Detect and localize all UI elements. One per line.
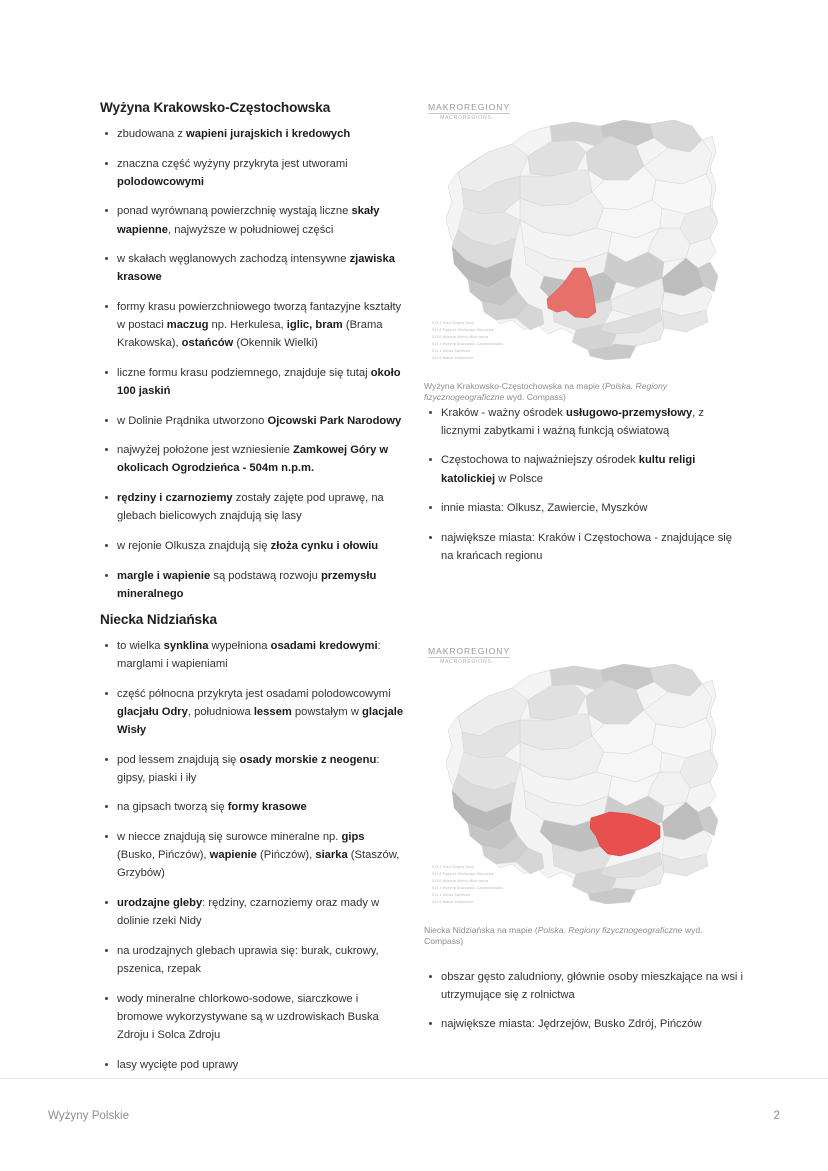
list-item: w rejonie Olkusza znajdują się złoża cynku i ołowiu [100, 537, 405, 555]
section-2-figure-caption [424, 925, 729, 948]
section-1-title: Wyżyna Krakowsko-Częstochowska [100, 100, 331, 115]
legend-item: 513.6 Wyżyna Wieluń-Wieruszów [432, 879, 489, 884]
legend-item: 513.6 Pogórze Wieluńsko-Woźnickie [432, 872, 494, 877]
section-2-title: Niecka Nidziańska [100, 612, 217, 627]
caption-suffix: wyd. Compass) [424, 925, 703, 947]
poland-macroregions-map-1 [424, 96, 746, 378]
list-item: w Dolinie Prądnika utworzono Ojcowski Park Narodowy [100, 412, 405, 430]
map-subtitle: MACROREGIONS [440, 659, 492, 665]
map-title: MAKROREGIONY [428, 646, 510, 656]
legend-item: 513.1 Dolina Sąsiecka [432, 349, 470, 354]
list-item: urodzajne gleby: rędziny, czarnoziemy oraz mady w dolinie rzeki Nidy [100, 894, 405, 930]
legend-item: 513.7 Wyżyna Krakowsko-Częstochowska [432, 886, 504, 891]
legend-item: 513.3 Góra Świętej Anny [432, 321, 474, 326]
map-subtitle: MACROREGIONS [440, 115, 492, 121]
legend-item: 513.5 Brama Krakowska [432, 356, 474, 361]
map-legend [432, 864, 503, 906]
section-1-left-column [100, 100, 405, 614]
section-2-right-column [424, 640, 746, 1045]
list-item: obszar gęsto zaludniony, głównie osoby mieszkające na wsi i utrzymujące się z rolnictwa [424, 968, 746, 1004]
section-2-figure [424, 640, 746, 948]
list-item: pod lessem znajdują się osady morskie z neogenu: gipsy, piaski i iły [100, 751, 405, 787]
caption-suffix: wyd. Compass) [504, 392, 566, 403]
list-item: wody mineralne chlorkowo-sodowe, siarczkowe i bromowe wykorzystywane są w uzdrowiskach Buska Zdroju i Solca Zdroju [100, 990, 405, 1044]
section-1-figure [424, 96, 746, 404]
map-legend [432, 320, 503, 362]
section-2-left-column [100, 612, 405, 1085]
list-item: Częstochowa to najważniejszy ośrodek kultu religi katolickiej w Polsce [424, 451, 746, 487]
legend-item: 513.1 Dolina Sąsiecka [432, 893, 470, 898]
list-item: formy krasu powierzchniowego tworzą fantazyjne kształty w postaci maczug np. Herkulesa, iglic, bram (Brama Krakowska), ostańców (Okennik Wielki) [100, 298, 405, 352]
list-item: liczne formu krasu podziemnego, znajduje się tutaj około 100 jaskiń [100, 364, 405, 400]
caption-source-title: Polska. Regiony fizycznogeograficzne [537, 925, 683, 935]
legend-item: 513.6 Pogórze Wieluńsko-Woźnickie [432, 328, 494, 333]
caption-source-title: Polska. Regiony fizycznogeograficzne [424, 381, 668, 403]
list-item: znaczna część wyżyny przykryta jest utworami polodowcowymi [100, 155, 405, 191]
legend-item: 513.3 Góra Świętej Anny [432, 865, 474, 870]
legend-item: 513.6 Wyżyna Wieluń-Wieruszów [432, 335, 489, 340]
footer-divider [0, 1078, 828, 1079]
list-item: ponad wyrównaną powierzchnię wystają liczne skały wapienne, najwyższe w południowej części [100, 202, 405, 238]
section-1-bullet-list [100, 125, 405, 603]
list-item: margle i wapienie są podstawą rozwoju przemysłu mineralnego [100, 567, 405, 603]
poland-macroregions-map-2 [424, 640, 746, 922]
section-1-right-column [424, 96, 746, 577]
list-item: zbudowana z wapieni jurajskich i kredowych [100, 125, 405, 143]
list-item: na gipsach tworzą się formy krasowe [100, 798, 405, 816]
section-1-figure-caption [424, 381, 729, 404]
list-item: najwyżej położone jest wzniesienie Zamkowej Góry w okolicach Ogrodzieńca - 504m n.p.m. [100, 441, 405, 477]
legend-item: 513.7 Wyżyna Krakowsko-Częstochowska [432, 342, 504, 347]
caption-prefix: Wyżyna Krakowsko-Częstochowska na mapie ( [424, 381, 605, 391]
list-item: część północna przykryta jest osadami polodowcowymi glacjału Odry, południowa lessem powstałym w glacjale Wisły [100, 685, 405, 739]
list-item: lasy wycięte pod uprawy [100, 1056, 405, 1074]
list-item: w skałach węglanowych zachodzą intensywne zjawiska krasowe [100, 250, 405, 286]
legend-item: 513.5 Brama Krakowska [432, 900, 474, 905]
page-number: 2 [773, 1109, 780, 1122]
caption-prefix: Niecka Nidziańska na mapie ( [424, 925, 538, 935]
section-1-right-bullet-list [424, 404, 746, 565]
list-item: rędziny i czarnoziemy zostały zajęte pod uprawę, na glebach bielicowych znajdują się lasy [100, 489, 405, 525]
list-item: największe miasta: Jędrzejów, Busko Zdrój, Pińczów [424, 1015, 746, 1033]
map-title: MAKROREGIONY [428, 102, 510, 112]
list-item: na urodzajnych glebach uprawia się: burak, cukrowy, pszenica, rzepak [100, 942, 405, 978]
list-item: innie miasta: Olkusz, Zawiercie, Myszków [424, 499, 746, 517]
footer-title: Wyżyny Polskie [48, 1109, 130, 1122]
section-2-bullet-list [100, 637, 405, 1074]
list-item: Kraków - ważny ośrodek usługowo-przemysłowy, z licznymi zabytkami i ważną funkcją oświatową [424, 404, 746, 440]
list-item: w niecce znajdują się surowce mineralne np. gips (Busko, Pińczów), wapienie (Pińczów), siarka (Staszów, Grzybów) [100, 828, 405, 882]
section-2-right-bullet-list [424, 968, 746, 1034]
list-item: to wielka synklina wypełniona osadami kredowymi: marglami i wapieniami [100, 637, 405, 673]
list-item: największe miasta: Kraków i Częstochowa - znajdujące się na krańcach regionu [424, 529, 746, 565]
